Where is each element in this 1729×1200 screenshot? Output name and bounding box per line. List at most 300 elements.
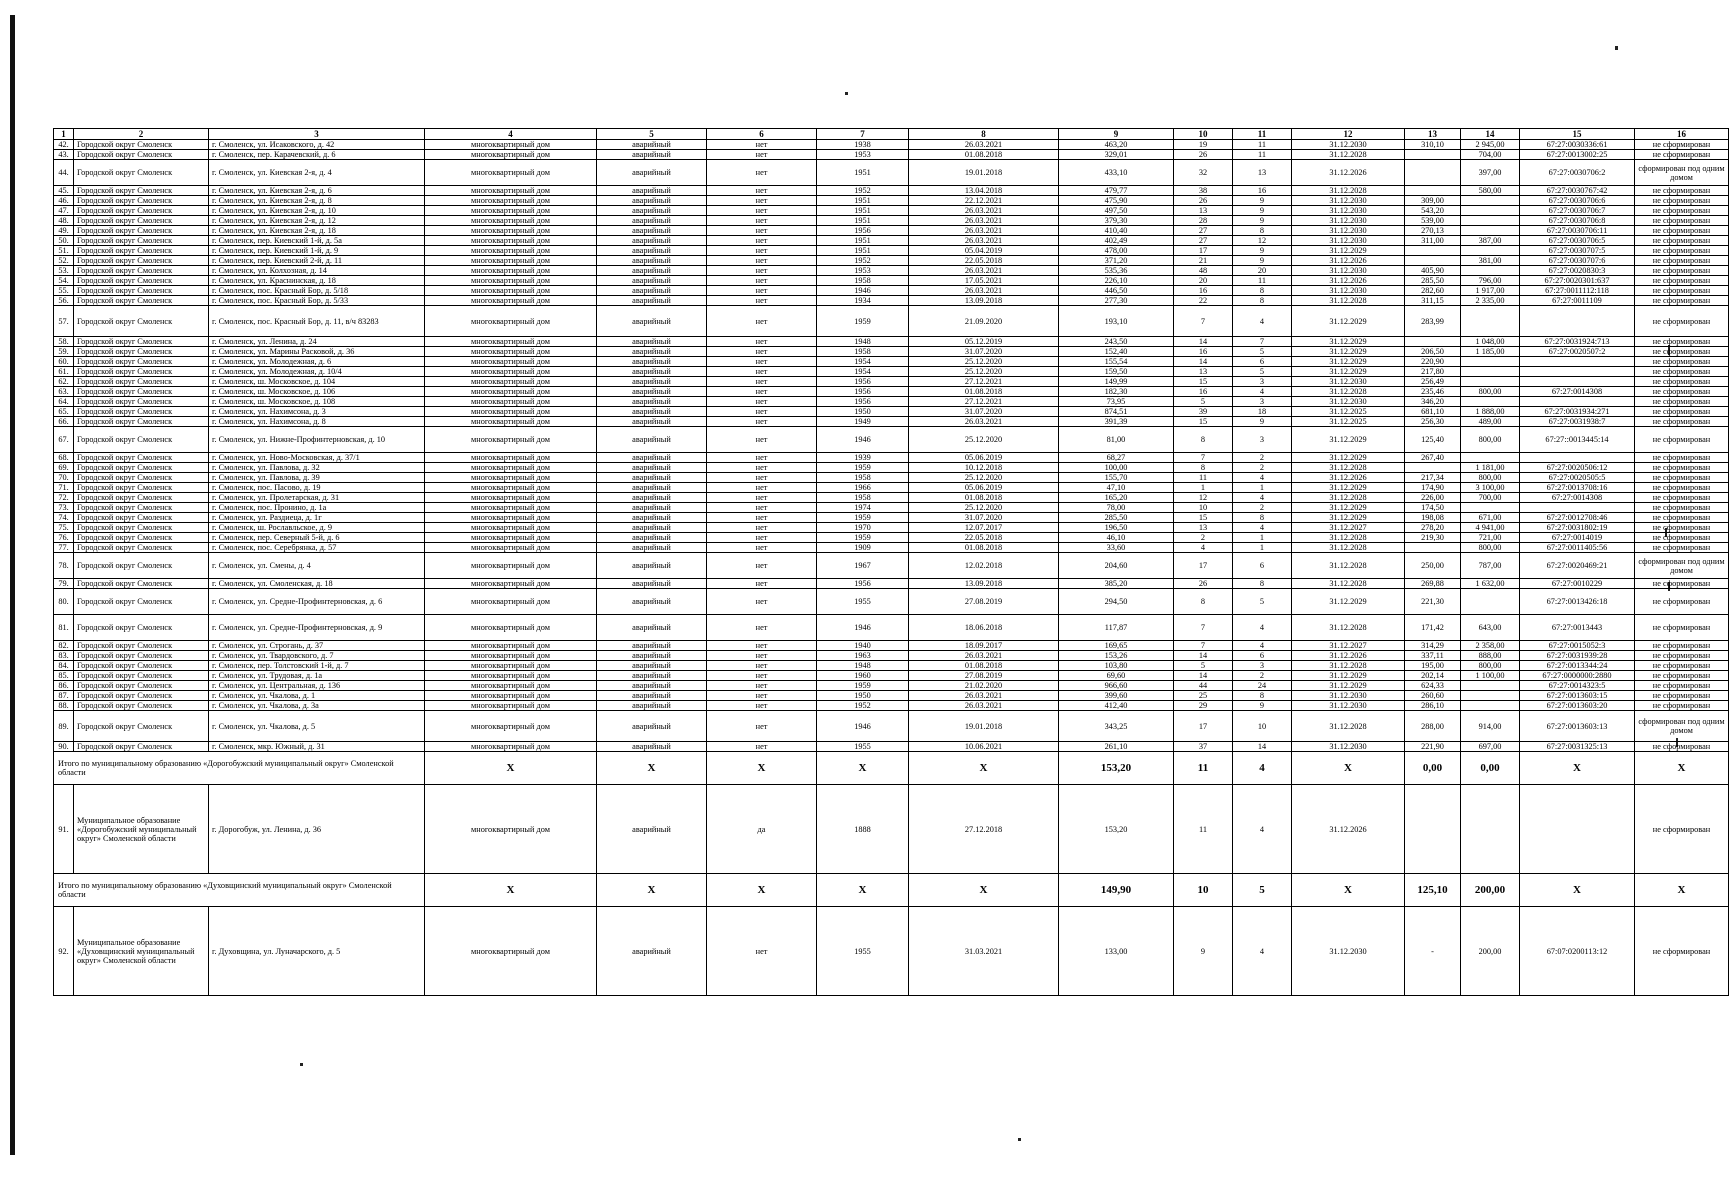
area-cell: 152,40 bbox=[1059, 347, 1174, 357]
area-cell: 153,20 bbox=[1059, 785, 1174, 874]
column-number-header: 9 bbox=[1059, 129, 1174, 140]
address-cell: г. Смоленск, ул. Чкалова, д. 5 bbox=[209, 711, 425, 742]
row-number-cell: 88. bbox=[54, 701, 74, 711]
column-10-cell: 8 bbox=[1174, 427, 1233, 453]
column-14-cell bbox=[1461, 377, 1520, 387]
municipality-cell: Городской округ Смоленск bbox=[74, 186, 209, 196]
column-11-cell: 9 bbox=[1233, 246, 1292, 256]
recognition-date-cell: 25.12.2020 bbox=[909, 473, 1059, 483]
recognition-date-cell: 13.09.2018 bbox=[909, 296, 1059, 306]
row-number-cell: 63. bbox=[54, 387, 74, 397]
planned-date-cell: 31.12.2028 bbox=[1292, 543, 1405, 553]
column-6-cell: нет bbox=[707, 907, 817, 996]
housing-register-sheet bbox=[53, 128, 1729, 996]
planned-date-cell: 31.12.2028 bbox=[1292, 463, 1405, 473]
area-cell: 165,20 bbox=[1059, 493, 1174, 503]
column-13-cell: 539,00 bbox=[1405, 216, 1461, 226]
area-cell: 277,30 bbox=[1059, 296, 1174, 306]
address-cell: г. Смоленск, пер. Северный 5-й, д. 6 bbox=[209, 533, 425, 543]
condition-cell: аварийный bbox=[597, 140, 707, 150]
land-status-cell: не сформирован bbox=[1635, 681, 1729, 691]
recognition-date-cell: 31.03.2021 bbox=[909, 907, 1059, 996]
table-row bbox=[54, 397, 1729, 407]
row-number-cell: 86. bbox=[54, 681, 74, 691]
municipality-cell: Городской округ Смоленск bbox=[74, 701, 209, 711]
building-type-cell: многоквартирный дом bbox=[425, 186, 597, 196]
column-6-cell: нет bbox=[707, 503, 817, 513]
municipality-cell: Городской округ Смоленск bbox=[74, 387, 209, 397]
column-11-cell: 9 bbox=[1233, 216, 1292, 226]
column-number-header: 6 bbox=[707, 129, 817, 140]
cadastral-number-cell: 67:27:0013426:18 bbox=[1520, 589, 1635, 615]
row-number-cell: 92. bbox=[54, 907, 74, 996]
column-13-cell: 226,00 bbox=[1405, 493, 1461, 503]
address-cell: г. Смоленск, ш. Московское, д. 104 bbox=[209, 377, 425, 387]
municipality-cell: Городской округ Смоленск bbox=[74, 742, 209, 752]
area-cell: 204,60 bbox=[1059, 553, 1174, 579]
address-cell: г. Смоленск, ул. Молодежная, д. 6 bbox=[209, 357, 425, 367]
planned-date-cell: 31.12.2028 bbox=[1292, 579, 1405, 589]
cadastral-number-cell: 67:27:0030707:5 bbox=[1520, 246, 1635, 256]
column-10-cell: 7 bbox=[1174, 615, 1233, 641]
municipality-cell: Городской округ Смоленск bbox=[74, 206, 209, 216]
subtotal-column-13: 0,00 bbox=[1405, 752, 1461, 785]
land-status-cell: не сформирован bbox=[1635, 671, 1729, 681]
build-year-cell: 1966 bbox=[817, 483, 909, 493]
column-10-cell: 13 bbox=[1174, 523, 1233, 533]
condition-cell: аварийный bbox=[597, 785, 707, 874]
recognition-date-cell: 26.03.2021 bbox=[909, 286, 1059, 296]
subtotal-area: 149,90 bbox=[1059, 874, 1174, 907]
condition-cell: аварийный bbox=[597, 543, 707, 553]
municipality-cell: Городской округ Смоленск bbox=[74, 473, 209, 483]
column-13-cell: 174,50 bbox=[1405, 503, 1461, 513]
column-6-cell: нет bbox=[707, 701, 817, 711]
address-cell: г. Смоленск, ул. Павлова, д. 39 bbox=[209, 473, 425, 483]
build-year-cell: 1951 bbox=[817, 216, 909, 226]
building-type-cell: многоквартирный дом bbox=[425, 427, 597, 453]
cadastral-number-cell: 67:27:0020507:2 bbox=[1520, 347, 1635, 357]
municipality-cell: Городской округ Смоленск bbox=[74, 533, 209, 543]
recognition-date-cell: 26.03.2021 bbox=[909, 216, 1059, 226]
cadastral-number-cell: 67:27:0013603:13 bbox=[1520, 711, 1635, 742]
row-number-cell: 87. bbox=[54, 691, 74, 701]
column-11-cell: 4 bbox=[1233, 785, 1292, 874]
building-type-cell: многоквартирный дом bbox=[425, 691, 597, 701]
planned-date-cell: 31.12.2030 bbox=[1292, 236, 1405, 246]
table-row bbox=[54, 337, 1729, 347]
build-year-cell: 1951 bbox=[817, 246, 909, 256]
column-11-cell: 11 bbox=[1233, 276, 1292, 286]
build-year-cell: 1954 bbox=[817, 357, 909, 367]
condition-cell: аварийный bbox=[597, 266, 707, 276]
row-number-cell: 47. bbox=[54, 206, 74, 216]
planned-date-cell: 31.12.2030 bbox=[1292, 397, 1405, 407]
cadastral-number-cell: 67:27:0013603:15 bbox=[1520, 691, 1635, 701]
column-14-cell: 387,00 bbox=[1461, 236, 1520, 246]
cadastral-number-cell: 67:07:0200113:12 bbox=[1520, 907, 1635, 996]
address-cell: г. Смоленск, ул. Средне-Профинтерновская, д. 9 bbox=[209, 615, 425, 641]
planned-date-cell: 31.12.2030 bbox=[1292, 907, 1405, 996]
area-cell: 68,27 bbox=[1059, 453, 1174, 463]
table-row bbox=[54, 236, 1729, 246]
cadastral-number-cell: 67:27:0030767:42 bbox=[1520, 186, 1635, 196]
table-row bbox=[54, 691, 1729, 701]
municipality-cell: Городской округ Смоленск bbox=[74, 589, 209, 615]
planned-date-cell: 31.12.2029 bbox=[1292, 671, 1405, 681]
table-row bbox=[54, 493, 1729, 503]
cadastral-number-cell: 67:27:0020469:21 bbox=[1520, 553, 1635, 579]
not-applicable-mark: X bbox=[817, 752, 909, 785]
column-10-cell: 25 bbox=[1174, 691, 1233, 701]
column-13-cell: 270,13 bbox=[1405, 226, 1461, 236]
condition-cell: аварийный bbox=[597, 453, 707, 463]
column-13-cell: 198,08 bbox=[1405, 513, 1461, 523]
planned-date-cell: 31.12.2030 bbox=[1292, 701, 1405, 711]
condition-cell: аварийный bbox=[597, 553, 707, 579]
land-status-cell: не сформирован bbox=[1635, 533, 1729, 543]
column-11-cell: 4 bbox=[1233, 473, 1292, 483]
build-year-cell: 1956 bbox=[817, 579, 909, 589]
address-cell: г. Смоленск, ш. Московское, д. 106 bbox=[209, 387, 425, 397]
column-10-cell: 10 bbox=[1174, 503, 1233, 513]
column-6-cell: нет bbox=[707, 276, 817, 286]
column-11-cell: 14 bbox=[1233, 742, 1292, 752]
area-cell: 446,50 bbox=[1059, 286, 1174, 296]
column-11-cell: 2 bbox=[1233, 463, 1292, 473]
address-cell: г. Смоленск, ул. Киевская 2-я, д. 8 bbox=[209, 196, 425, 206]
condition-cell: аварийный bbox=[597, 387, 707, 397]
column-11-cell: 8 bbox=[1233, 513, 1292, 523]
column-6-cell: нет bbox=[707, 347, 817, 357]
planned-date-cell: 31.12.2030 bbox=[1292, 140, 1405, 150]
table-row bbox=[54, 651, 1729, 661]
municipality-cell: Городской округ Смоленск bbox=[74, 226, 209, 236]
condition-cell: аварийный bbox=[597, 427, 707, 453]
planned-date-cell: 31.12.2030 bbox=[1292, 691, 1405, 701]
area-cell: 226,10 bbox=[1059, 276, 1174, 286]
build-year-cell: 1963 bbox=[817, 651, 909, 661]
column-14-cell: 787,00 bbox=[1461, 553, 1520, 579]
municipality-cell: Городской округ Смоленск bbox=[74, 140, 209, 150]
building-type-cell: многоквартирный дом bbox=[425, 337, 597, 347]
column-13-cell: 206,50 bbox=[1405, 347, 1461, 357]
column-11-cell: 16 bbox=[1233, 186, 1292, 196]
address-cell: г. Смоленск, ул. Нахимсона, д. 8 bbox=[209, 417, 425, 427]
cadastral-number-cell: 67:27:0030336:61 bbox=[1520, 140, 1635, 150]
area-cell: 285,50 bbox=[1059, 513, 1174, 523]
row-number-cell: 83. bbox=[54, 651, 74, 661]
building-type-cell: многоквартирный дом bbox=[425, 483, 597, 493]
cadastral-number-cell bbox=[1520, 357, 1635, 367]
recognition-date-cell: 26.03.2021 bbox=[909, 206, 1059, 216]
condition-cell: аварийный bbox=[597, 367, 707, 377]
subtotal-label: Итого по муниципальному образованию «Духовщинский муниципальный округ» Смоленской области bbox=[54, 874, 425, 907]
column-13-cell: 346,20 bbox=[1405, 397, 1461, 407]
column-10-cell: 12 bbox=[1174, 493, 1233, 503]
building-type-cell: многоквартирный дом bbox=[425, 196, 597, 206]
column-13-cell: 171,42 bbox=[1405, 615, 1461, 641]
build-year-cell: 1939 bbox=[817, 453, 909, 463]
column-13-cell: 311,00 bbox=[1405, 236, 1461, 246]
building-type-cell: многоквартирный дом bbox=[425, 543, 597, 553]
column-11-cell: 6 bbox=[1233, 651, 1292, 661]
build-year-cell: 1974 bbox=[817, 503, 909, 513]
address-cell: г. Смоленск, пос. Серебрянка, д. 57 bbox=[209, 543, 425, 553]
building-type-cell: многоквартирный дом bbox=[425, 160, 597, 186]
condition-cell: аварийный bbox=[597, 651, 707, 661]
municipality-cell: Городской округ Смоленск bbox=[74, 503, 209, 513]
address-cell: г. Смоленск, ул. Киевская 2-я, д. 18 bbox=[209, 226, 425, 236]
address-cell: г. Смоленск, ул. Киевская 2-я, д. 10 bbox=[209, 206, 425, 216]
municipality-cell: Городской округ Смоленск bbox=[74, 661, 209, 671]
municipality-cell: Городской округ Смоленск bbox=[74, 579, 209, 589]
row-number-cell: 48. bbox=[54, 216, 74, 226]
column-10-cell: 13 bbox=[1174, 206, 1233, 216]
column-6-cell: нет bbox=[707, 337, 817, 347]
column-6-cell: нет bbox=[707, 216, 817, 226]
municipality-cell: Городской округ Смоленск bbox=[74, 671, 209, 681]
column-14-cell: 200,00 bbox=[1461, 907, 1520, 996]
column-6-cell: нет bbox=[707, 553, 817, 579]
build-year-cell: 1955 bbox=[817, 589, 909, 615]
condition-cell: аварийный bbox=[597, 463, 707, 473]
cadastral-number-cell: 67:27:0030706:5 bbox=[1520, 236, 1635, 246]
scan-edge-mark bbox=[10, 15, 15, 1155]
building-type-cell: многоквартирный дом bbox=[425, 579, 597, 589]
area-cell: 399,60 bbox=[1059, 691, 1174, 701]
planned-date-cell: 31.12.2029 bbox=[1292, 483, 1405, 493]
not-applicable-mark: X bbox=[909, 874, 1059, 907]
recognition-date-cell: 10.06.2021 bbox=[909, 742, 1059, 752]
build-year-cell: 1959 bbox=[817, 463, 909, 473]
planned-date-cell: 31.12.2029 bbox=[1292, 306, 1405, 337]
column-10-cell: 7 bbox=[1174, 453, 1233, 463]
building-type-cell: многоквартирный дом bbox=[425, 523, 597, 533]
column-11-cell: 4 bbox=[1233, 493, 1292, 503]
column-14-cell: 1 181,00 bbox=[1461, 463, 1520, 473]
subtotal-area: 153,20 bbox=[1059, 752, 1174, 785]
cadastral-number-cell: 67:27:0011109 bbox=[1520, 296, 1635, 306]
row-number-cell: 77. bbox=[54, 543, 74, 553]
condition-cell: аварийный bbox=[597, 641, 707, 651]
land-status-cell: не сформирован bbox=[1635, 276, 1729, 286]
land-status-cell: не сформирован bbox=[1635, 513, 1729, 523]
cadastral-number-cell bbox=[1520, 306, 1635, 337]
condition-cell: аварийный bbox=[597, 256, 707, 266]
column-11-cell: 1 bbox=[1233, 533, 1292, 543]
planned-date-cell: 31.12.2026 bbox=[1292, 160, 1405, 186]
planned-date-cell: 31.12.2025 bbox=[1292, 417, 1405, 427]
planned-date-cell: 31.12.2030 bbox=[1292, 206, 1405, 216]
column-13-cell bbox=[1405, 256, 1461, 266]
address-cell: г. Смоленск, ул. Смоленская, д. 18 bbox=[209, 579, 425, 589]
build-year-cell: 1959 bbox=[817, 533, 909, 543]
not-applicable-mark: X bbox=[909, 752, 1059, 785]
column-6-cell: нет bbox=[707, 463, 817, 473]
column-11-cell: 6 bbox=[1233, 357, 1292, 367]
condition-cell: аварийный bbox=[597, 306, 707, 337]
build-year-cell: 1955 bbox=[817, 742, 909, 752]
municipality-cell: Городской округ Смоленск bbox=[74, 296, 209, 306]
column-13-cell: 681,10 bbox=[1405, 407, 1461, 417]
column-13-cell: 220,90 bbox=[1405, 357, 1461, 367]
row-number-cell: 43. bbox=[54, 150, 74, 160]
cadastral-number-cell: 67:27:0013603:20 bbox=[1520, 701, 1635, 711]
area-cell: 133,00 bbox=[1059, 907, 1174, 996]
land-status-cell: не сформирован bbox=[1635, 523, 1729, 533]
column-6-cell: нет bbox=[707, 453, 817, 463]
recognition-date-cell: 05.06.2019 bbox=[909, 483, 1059, 493]
not-applicable-mark: X bbox=[597, 874, 707, 907]
area-cell: 117,87 bbox=[1059, 615, 1174, 641]
municipality-cell: Городской округ Смоленск bbox=[74, 523, 209, 533]
column-6-cell: нет bbox=[707, 397, 817, 407]
recognition-date-cell: 01.08.2018 bbox=[909, 661, 1059, 671]
build-year-cell: 1951 bbox=[817, 206, 909, 216]
area-cell: 433,10 bbox=[1059, 160, 1174, 186]
subtotal-column-14: 200,00 bbox=[1461, 874, 1520, 907]
column-number-header: 13 bbox=[1405, 129, 1461, 140]
building-type-cell: многоквартирный дом bbox=[425, 417, 597, 427]
row-number-cell: 70. bbox=[54, 473, 74, 483]
column-11-cell: 8 bbox=[1233, 296, 1292, 306]
table-row bbox=[54, 196, 1729, 206]
municipality-cell: Городской округ Смоленск bbox=[74, 513, 209, 523]
condition-cell: аварийный bbox=[597, 711, 707, 742]
cadastral-number-cell: 67:27:0020505:5 bbox=[1520, 473, 1635, 483]
row-number-cell: 91. bbox=[54, 785, 74, 874]
column-13-cell: 260,60 bbox=[1405, 691, 1461, 701]
column-6-cell: нет bbox=[707, 589, 817, 615]
table-row bbox=[54, 427, 1729, 453]
area-cell: 343,25 bbox=[1059, 711, 1174, 742]
condition-cell: аварийный bbox=[597, 407, 707, 417]
municipality-cell: Городской округ Смоленск bbox=[74, 417, 209, 427]
building-type-cell: многоквартирный дом bbox=[425, 711, 597, 742]
area-cell: 874,51 bbox=[1059, 407, 1174, 417]
column-11-cell: 9 bbox=[1233, 196, 1292, 206]
planned-date-cell: 31.12.2030 bbox=[1292, 216, 1405, 226]
column-14-cell bbox=[1461, 196, 1520, 206]
column-6-cell: нет bbox=[707, 226, 817, 236]
building-type-cell: многоквартирный дом bbox=[425, 615, 597, 641]
building-type-cell: многоквартирный дом bbox=[425, 286, 597, 296]
cadastral-number-cell: 67:27:0030706:7 bbox=[1520, 206, 1635, 216]
subtotal-column-13: 125,10 bbox=[1405, 874, 1461, 907]
address-cell: г. Смоленск, ш. Московское, д. 108 bbox=[209, 397, 425, 407]
column-number-header: 7 bbox=[817, 129, 909, 140]
building-type-cell: многоквартирный дом bbox=[425, 347, 597, 357]
table-row bbox=[54, 681, 1729, 691]
recognition-date-cell: 19.01.2018 bbox=[909, 160, 1059, 186]
subtotal-column-11: 4 bbox=[1233, 752, 1292, 785]
planned-date-cell: 31.12.2028 bbox=[1292, 615, 1405, 641]
column-13-cell bbox=[1405, 785, 1461, 874]
column-14-cell: 1 048,00 bbox=[1461, 337, 1520, 347]
build-year-cell: 1951 bbox=[817, 160, 909, 186]
condition-cell: аварийный bbox=[597, 681, 707, 691]
column-6-cell: нет bbox=[707, 266, 817, 276]
planned-date-cell: 31.12.2028 bbox=[1292, 661, 1405, 671]
municipality-cell: Городской округ Смоленск bbox=[74, 150, 209, 160]
row-number-cell: 79. bbox=[54, 579, 74, 589]
column-6-cell: нет bbox=[707, 160, 817, 186]
recognition-date-cell: 01.08.2018 bbox=[909, 387, 1059, 397]
recognition-date-cell: 21.02.2020 bbox=[909, 681, 1059, 691]
build-year-cell: 1958 bbox=[817, 276, 909, 286]
table-row bbox=[54, 226, 1729, 236]
land-status-cell: не сформирован bbox=[1635, 256, 1729, 266]
recognition-date-cell: 25.12.2020 bbox=[909, 503, 1059, 513]
area-cell: 402,49 bbox=[1059, 236, 1174, 246]
column-6-cell: нет bbox=[707, 407, 817, 417]
recognition-date-cell: 13.09.2018 bbox=[909, 579, 1059, 589]
column-11-cell: 1 bbox=[1233, 543, 1292, 553]
column-11-cell: 8 bbox=[1233, 286, 1292, 296]
land-status-cell: не сформирован bbox=[1635, 651, 1729, 661]
column-13-cell: 269,88 bbox=[1405, 579, 1461, 589]
row-number-cell: 59. bbox=[54, 347, 74, 357]
building-type-cell: многоквартирный дом bbox=[425, 397, 597, 407]
area-cell: 385,20 bbox=[1059, 579, 1174, 589]
table-row bbox=[54, 641, 1729, 651]
land-status-cell: сформирован под одним домом bbox=[1635, 553, 1729, 579]
area-cell: 193,10 bbox=[1059, 306, 1174, 337]
table-row bbox=[54, 357, 1729, 367]
cadastral-number-cell: 67:27:0031934:271 bbox=[1520, 407, 1635, 417]
recognition-date-cell: 05.12.2019 bbox=[909, 337, 1059, 347]
table-row bbox=[54, 216, 1729, 226]
column-13-cell: 256,49 bbox=[1405, 377, 1461, 387]
building-type-cell: многоквартирный дом bbox=[425, 785, 597, 874]
column-6-cell: нет bbox=[707, 711, 817, 742]
building-type-cell: многоквартирный дом bbox=[425, 553, 597, 579]
column-14-cell bbox=[1461, 226, 1520, 236]
area-cell: 103,80 bbox=[1059, 661, 1174, 671]
column-number-header: 3 bbox=[209, 129, 425, 140]
column-13-cell: 288,00 bbox=[1405, 711, 1461, 742]
row-number-cell: 67. bbox=[54, 427, 74, 453]
cadastral-number-cell: 67:27:0030707:6 bbox=[1520, 256, 1635, 266]
column-14-cell: 2 335,00 bbox=[1461, 296, 1520, 306]
land-status-cell: не сформирован bbox=[1635, 266, 1729, 276]
column-10-cell: 32 bbox=[1174, 160, 1233, 186]
building-type-cell: многоквартирный дом bbox=[425, 246, 597, 256]
condition-cell: аварийный bbox=[597, 513, 707, 523]
row-number-cell: 68. bbox=[54, 453, 74, 463]
area-cell: 155,70 bbox=[1059, 473, 1174, 483]
address-cell: г. Смоленск, пер. Киевский 1-й, д. 5а bbox=[209, 236, 425, 246]
column-14-cell: 1 632,00 bbox=[1461, 579, 1520, 589]
column-14-cell: 1 917,00 bbox=[1461, 286, 1520, 296]
recognition-date-cell: 01.08.2018 bbox=[909, 150, 1059, 160]
recognition-date-cell: 22.05.2018 bbox=[909, 256, 1059, 266]
planned-date-cell: 31.12.2028 bbox=[1292, 296, 1405, 306]
column-10-cell: 26 bbox=[1174, 196, 1233, 206]
column-10-cell: 8 bbox=[1174, 463, 1233, 473]
column-14-cell: 381,00 bbox=[1461, 256, 1520, 266]
column-14-cell bbox=[1461, 681, 1520, 691]
build-year-cell: 1958 bbox=[817, 473, 909, 483]
planned-date-cell: 31.12.2028 bbox=[1292, 493, 1405, 503]
scan-speck bbox=[1615, 46, 1618, 50]
column-10-cell: 16 bbox=[1174, 387, 1233, 397]
planned-date-cell: 31.12.2030 bbox=[1292, 377, 1405, 387]
condition-cell: аварийный bbox=[597, 671, 707, 681]
column-10-cell: 5 bbox=[1174, 661, 1233, 671]
municipality-cell: Городской округ Смоленск bbox=[74, 377, 209, 387]
